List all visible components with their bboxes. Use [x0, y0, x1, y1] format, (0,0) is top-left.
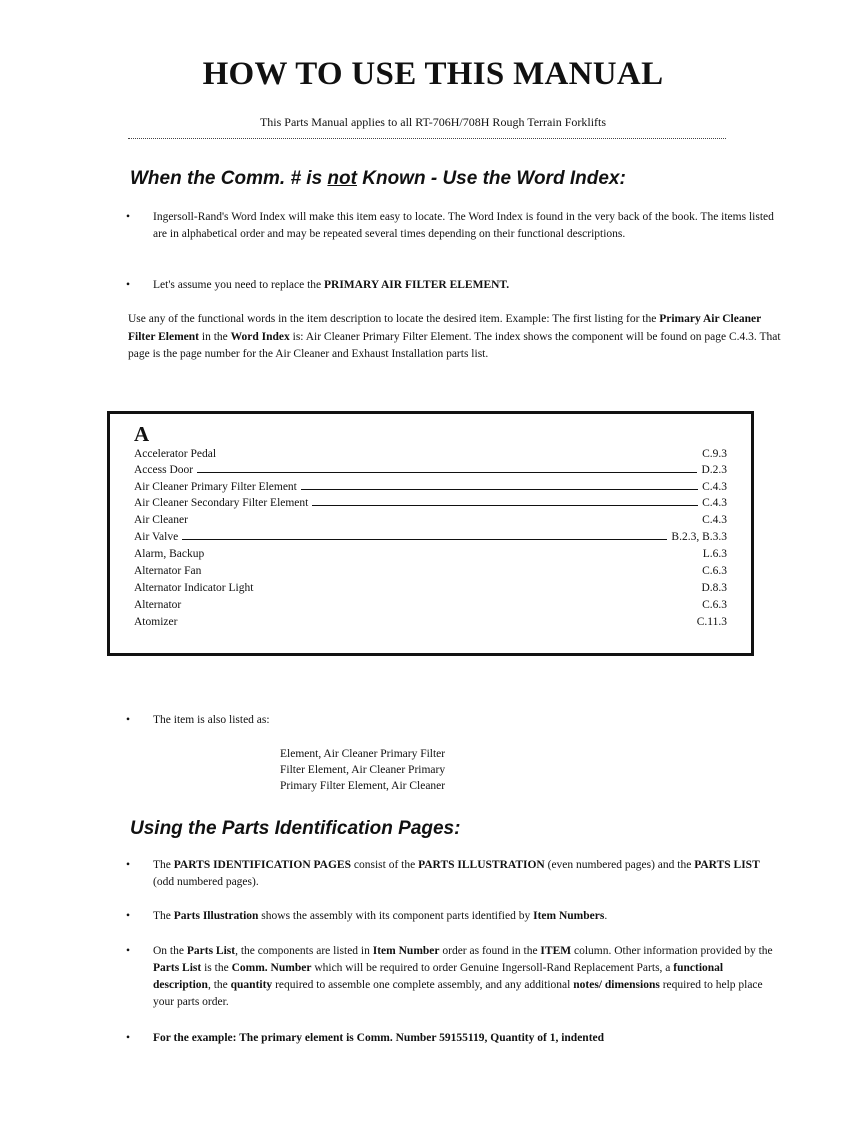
instruction-paragraph: Use any of the functional words in the item description to locate the desired item. Example: The first listing for the Primary Air Cleaner Filter Element in the Word Index is: Air Cleaner Primary Filter Element. The index shows the component will be found on page C.4.3. That page is the page number for the Air Cleaner and Exhaust Installation parts list. [128, 313, 781, 360]
dotted-divider [128, 138, 726, 139]
bullet-parts-identification-pages: • The PARTS IDENTIFICATION PAGES consist of the PARTS ILLUSTRATION (even numbered pages) and the PARTS LIST (odd numbered pages). [126, 859, 760, 888]
index-entry: Air Cleaner Primary Filter Element C.4.3 [134, 481, 727, 493]
bullet-icon: • [126, 859, 131, 871]
index-entry: Alternator Indicator Light D.8.3 [134, 582, 727, 594]
index-entry: Atomizer C.11.3 [134, 616, 727, 628]
bullet-example: • For the example: The primary element is Comm. Number 59155119, Quantity of 1, indented [126, 1030, 781, 1047]
section-heading-word-index: When the Comm. # is not Known - Use the Word Index: [130, 168, 626, 189]
page-title: HOW TO USE THIS MANUAL [202, 56, 664, 92]
index-entry: Alarm, Backup L.6.3 [134, 548, 727, 560]
bullet-icon: • [126, 1032, 131, 1044]
bullet-icon: • [126, 714, 131, 726]
index-entry: Access Door D.2.3 [134, 464, 727, 476]
index-entry: Air Cleaner C.4.3 [134, 514, 727, 526]
bullet-also-listed: • The item is also listed as: [126, 712, 781, 729]
bullet-parts-illustration: • The Parts Illustration shows the assembly with its component parts identified by Item Numbers. [126, 908, 781, 925]
section-heading-parts-identification: Using the Parts Identification Pages: [130, 818, 461, 839]
bullet-assume: • Let's assume you need to replace the PRIMARY AIR FILTER ELEMENT. [126, 277, 781, 294]
index-entry: Alternator C.6.3 [134, 599, 727, 611]
alternate-listing: Element, Air Cleaner Primary Filter [280, 748, 446, 760]
bullet-icon: • [126, 945, 131, 957]
bullet-icon: • [126, 910, 131, 922]
index-entry: Air Valve B.2.3, B.3.3 [134, 531, 727, 543]
bullet-word-index: • Ingersoll-Rand's Word Index will make this item easy to locate. The Word Index is found in the very back of the book. The items listed are in alphabetical order and may be repeated several times depending on their functional descriptions. [126, 211, 774, 240]
index-entry: Alternator Fan C.6.3 [134, 565, 727, 577]
alternate-listing: Filter Element, Air Cleaner Primary [280, 764, 446, 776]
index-entry: Accelerator Pedal C.9.3 [134, 448, 727, 460]
index-letter: A [134, 422, 150, 446]
page-subtitle: This Parts Manual applies to all RT-706H/708H Rough Terrain Forklifts [259, 115, 607, 129]
alternate-listing: Primary Filter Element, Air Cleaner [280, 780, 446, 792]
bullet-icon: • [126, 279, 131, 291]
index-entry: Air Cleaner Secondary Filter Element C.4.3 [134, 497, 727, 509]
bullet-icon: • [126, 211, 131, 223]
bullet-parts-list: • On the Parts List, the components are listed in Item Number order as found in the ITEM column. Other information provided by the Parts List is the Comm. Number which will be required to order Genuine Ingersoll-Rand Replacement Parts, a functional description, the quantity required to assemble one complete assembly, and any additional notes/ dimensions required to help place your parts order. [126, 945, 773, 1008]
